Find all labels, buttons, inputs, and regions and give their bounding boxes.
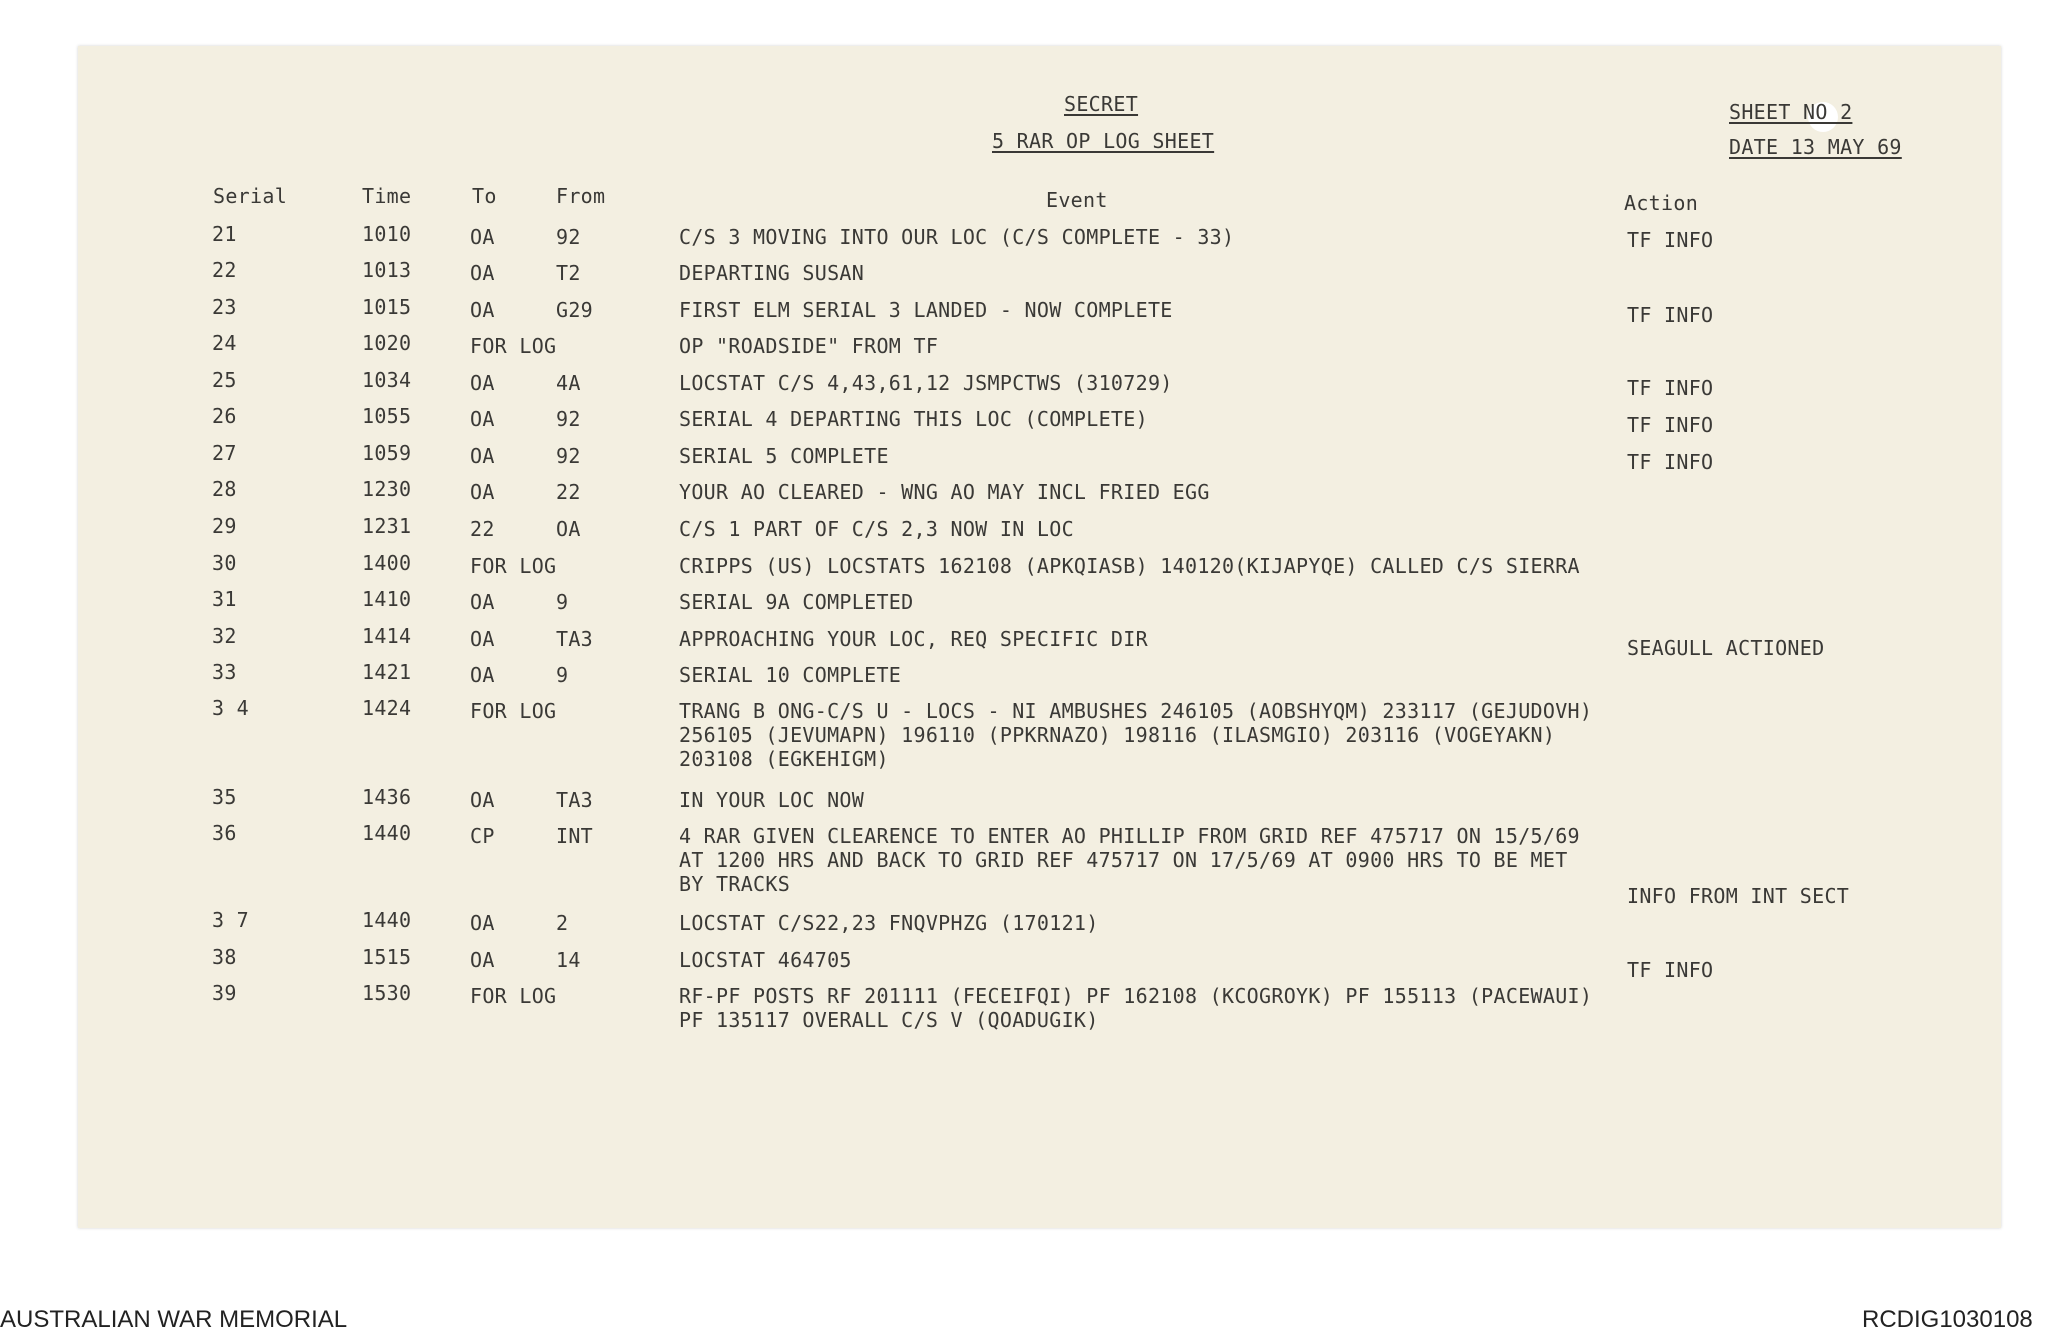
- event-cell: SERIAL 10 COMPLETE: [679, 663, 902, 687]
- event-cell: C/S 3 MOVING INTO OUR LOC (C/S COMPLETE - 33): [679, 225, 1235, 249]
- time-cell: 1436: [362, 785, 412, 809]
- event-cell: DEPARTING SUSAN: [679, 261, 865, 285]
- to-cell: OA: [470, 788, 495, 812]
- time-cell: 1530: [362, 981, 412, 1005]
- event-cell: YOUR AO CLEARED - WNG AO MAY INCL FRIED EGG: [679, 480, 1210, 504]
- serial-cell: 31: [212, 587, 237, 611]
- from-cell: 2: [556, 911, 569, 935]
- to-cell: OA: [470, 444, 495, 468]
- from-cell: G29: [556, 298, 594, 322]
- time-cell: 1013: [362, 258, 412, 282]
- event-cell: OP "ROADSIDE" FROM TF: [679, 334, 939, 358]
- to-cell: FOR LOG: [470, 554, 557, 578]
- time-cell: 1230: [362, 477, 412, 501]
- to-cell: FOR LOG: [470, 984, 557, 1008]
- from-cell: T2: [556, 261, 581, 285]
- event-cell: LOCSTAT C/S22,23 FNQVPHZG (170121): [679, 911, 1099, 935]
- time-cell: 1515: [362, 945, 412, 969]
- event-cell: 4 RAR GIVEN CLEARENCE TO ENTER AO PHILLIP FROM GRID REF 475717 ON 15/5/69 AT 1200 HRS AND BACK TO GRID REF 475717 ON 17/5/69 AT 0900 HRS TO BE MET BY TRACKS: [679, 824, 1580, 896]
- serial-cell: 32: [212, 624, 237, 648]
- column-header-from: From: [556, 184, 606, 208]
- serial-cell: 28: [212, 477, 237, 501]
- action-cell: SEAGULL ACTIONED: [1627, 636, 1825, 660]
- event-cell: SERIAL 5 COMPLETE: [679, 444, 889, 468]
- serial-cell: 38: [212, 945, 237, 969]
- to-cell: CP: [470, 824, 495, 848]
- time-cell: 1010: [362, 222, 412, 246]
- from-cell: 22: [556, 480, 581, 504]
- action-cell: TF INFO: [1627, 413, 1714, 437]
- time-cell: 1424: [362, 696, 412, 720]
- archive-reference-id: RCDIG1030108: [1862, 1306, 2033, 1333]
- serial-cell: 25: [212, 368, 237, 392]
- to-cell: OA: [470, 590, 495, 614]
- from-cell: 9: [556, 590, 569, 614]
- event-cell: LOCSTAT 464705: [679, 948, 852, 972]
- event-cell: SERIAL 9A COMPLETED: [679, 590, 914, 614]
- from-cell: 92: [556, 407, 581, 431]
- serial-cell: 23: [212, 295, 237, 319]
- time-cell: 1400: [362, 551, 412, 575]
- serial-cell: 27: [212, 441, 237, 465]
- event-cell: IN YOUR LOC NOW: [679, 788, 865, 812]
- serial-cell: 26: [212, 404, 237, 428]
- event-cell: FIRST ELM SERIAL 3 LANDED - NOW COMPLETE: [679, 298, 1173, 322]
- from-cell: 92: [556, 225, 581, 249]
- serial-cell: 33: [212, 660, 237, 684]
- to-cell: OA: [470, 663, 495, 687]
- column-header-serial: Serial: [213, 184, 288, 208]
- from-cell: TA3: [556, 627, 594, 651]
- serial-cell: 29: [212, 514, 237, 538]
- time-cell: 1059: [362, 441, 412, 465]
- time-cell: 1440: [362, 821, 412, 845]
- event-cell: CRIPPS (US) LOCSTATS 162108 (APKQIASB) 140120(KIJAPYQE) CALLED C/S SIERRA: [679, 554, 1580, 578]
- serial-cell: 3 7: [212, 908, 250, 932]
- column-header-action: Action: [1624, 191, 1699, 215]
- time-cell: 1020: [362, 331, 412, 355]
- time-cell: 1055: [362, 404, 412, 428]
- sheet-number: SHEET NO 2: [1729, 100, 1853, 124]
- sheet-date: DATE 13 MAY 69: [1729, 135, 1902, 159]
- time-cell: 1034: [362, 368, 412, 392]
- action-cell: TF INFO: [1627, 450, 1714, 474]
- time-cell: 1421: [362, 660, 412, 684]
- archive-credit: AUSTRALIAN WAR MEMORIAL: [0, 1306, 348, 1333]
- event-cell: C/S 1 PART OF C/S 2,3 NOW IN LOC: [679, 517, 1074, 541]
- action-cell: TF INFO: [1627, 376, 1714, 400]
- event-cell: SERIAL 4 DEPARTING THIS LOC (COMPLETE): [679, 407, 1148, 431]
- serial-cell: 30: [212, 551, 237, 575]
- to-cell: OA: [470, 225, 495, 249]
- to-cell: OA: [470, 298, 495, 322]
- serial-cell: 35: [212, 785, 237, 809]
- serial-cell: 36: [212, 821, 237, 845]
- time-cell: 1440: [362, 908, 412, 932]
- serial-cell: 3 4: [212, 696, 250, 720]
- action-cell: INFO FROM INT SECT: [1627, 884, 1850, 908]
- time-cell: 1410: [362, 587, 412, 611]
- to-cell: FOR LOG: [470, 334, 557, 358]
- column-header-to: To: [472, 184, 497, 208]
- from-cell: 4A: [556, 371, 581, 395]
- to-cell: 22: [470, 517, 495, 541]
- action-cell: TF INFO: [1627, 228, 1714, 252]
- serial-cell: 39: [212, 981, 237, 1005]
- column-header-event: Event: [1046, 188, 1108, 212]
- to-cell: OA: [470, 627, 495, 651]
- action-cell: TF INFO: [1627, 958, 1714, 982]
- from-cell: 92: [556, 444, 581, 468]
- to-cell: OA: [470, 261, 495, 285]
- serial-cell: 21: [212, 222, 237, 246]
- to-cell: OA: [470, 480, 495, 504]
- event-cell: RF-PF POSTS RF 201111 (FECEIFQI) PF 162108 (KCOGROYK) PF 155113 (PACEWAUI) PF 135117 OVERALL C/S V (QOADUGIK): [679, 984, 1593, 1032]
- to-cell: OA: [470, 407, 495, 431]
- from-cell: INT: [556, 824, 594, 848]
- time-cell: 1414: [362, 624, 412, 648]
- event-cell: TRANG B ONG-C/S U - LOCS - NI AMBUSHES 246105 (AOBSHYQM) 233117 (GEJUDOVH) 256105 (JEVUMAPN) 196110 (PPKRNAZO) 198116 (ILASMGIO) 203116 (VOGEYAKN) 203108 (EGKEHIGM): [679, 699, 1593, 771]
- from-cell: TA3: [556, 788, 594, 812]
- to-cell: FOR LOG: [470, 699, 557, 723]
- event-cell: APPROACHING YOUR LOC, REQ SPECIFIC DIR: [679, 627, 1148, 651]
- event-cell: LOCSTAT C/S 4,43,61,12 JSMPCTWS (310729): [679, 371, 1173, 395]
- document-title: 5 RAR OP LOG SHEET: [992, 129, 1215, 153]
- time-cell: 1015: [362, 295, 412, 319]
- classification-heading: SECRET: [1064, 92, 1139, 116]
- from-cell: 9: [556, 663, 569, 687]
- serial-cell: 24: [212, 331, 237, 355]
- column-header-time: Time: [362, 184, 412, 208]
- from-cell: 14: [556, 948, 581, 972]
- action-cell: TF INFO: [1627, 303, 1714, 327]
- serial-cell: 22: [212, 258, 237, 282]
- to-cell: OA: [470, 371, 495, 395]
- to-cell: OA: [470, 911, 495, 935]
- time-cell: 1231: [362, 514, 412, 538]
- from-cell: OA: [556, 517, 581, 541]
- to-cell: OA: [470, 948, 495, 972]
